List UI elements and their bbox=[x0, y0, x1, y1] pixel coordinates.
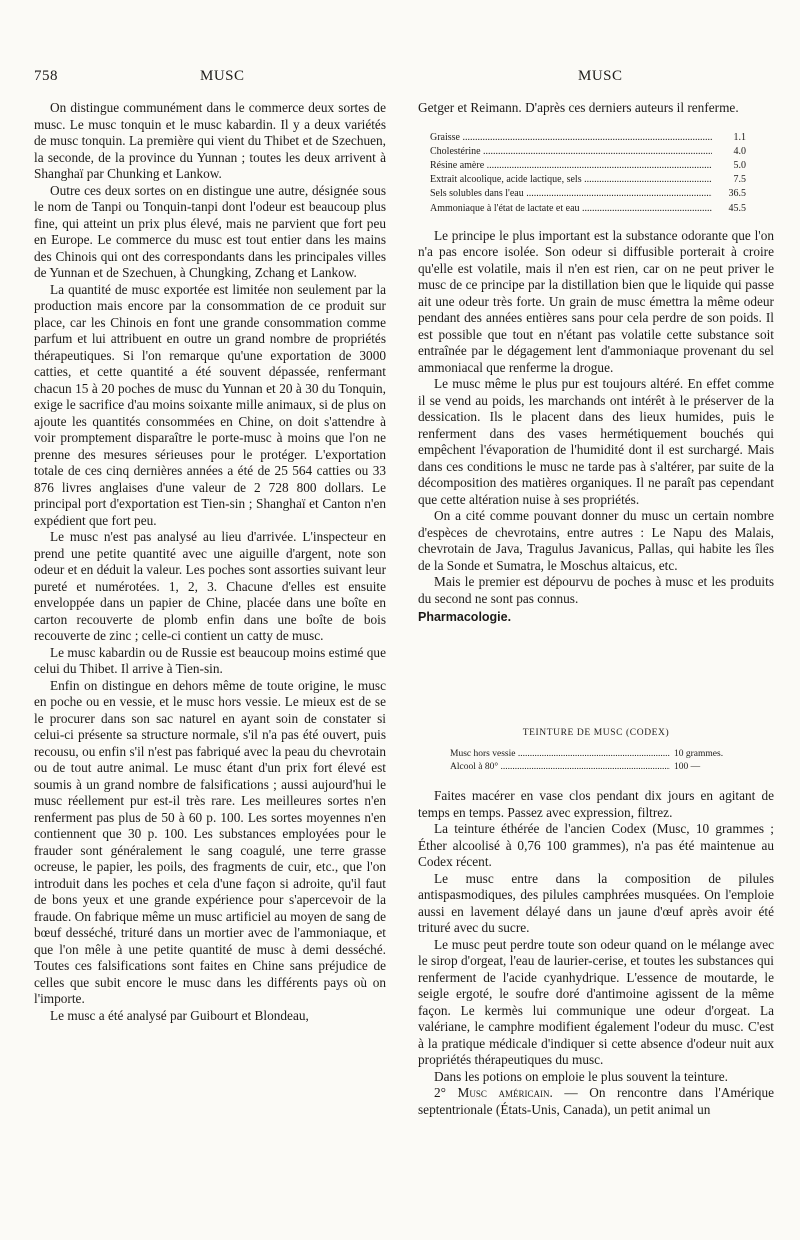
paragraph: La quantité de musc exportée est limitée non seulement par la production mais encore par la consommation de ce produit sur place, car les Chinois en font une grande consommation comme parfum et lui attribuent en outre un grand nombre de propriétés thérapeutiques. Si l'on remarque qu'une exportation de 3000 catties, et cette quantité a été souvent dépassée, renfermant chacun 15 à 20 poches de musc du Yunnan et 20 à 30 du Tonquin, exige le sacrifice d'au moins soixante mille animaux, si de plus on ajoute les quantités consommées en Chine, on doit s'attendre à voir promptement disparaître le porte-musc à moins que l'on ne prenne des mesures sérieuses pour le protéger. L'exportation totale de ces cinq dernières années a été de 25 564 catties ou 33 876 livres anglaises d'une valeur de 2 728 800 dollars. Le principal port d'exportation est Tien-sin ; Shanghaï et Canton n'en expédient que fort peu. bbox=[34, 281, 386, 528]
paragraph: Le musc entre dans la composition de pilules antispasmodiques, des pilules camphrées musquées. On l'emploie aussi en lavement délayé dans un jaune d'œuf après avoir été trituré avec du sucre. bbox=[418, 870, 774, 935]
composition-table bbox=[430, 131, 746, 216]
item-text: — On rencontre dans l'Amérique septentrionale (États-Unis, Canada), un petit animal un bbox=[418, 1085, 774, 1117]
composition-value: 4.0 bbox=[712, 145, 746, 159]
composition-row bbox=[430, 173, 746, 187]
recipe-ingredient: Alcool à 80° ..... bbox=[450, 761, 670, 774]
composition-row bbox=[430, 145, 746, 159]
paragraph: On distingue communément dans le commerce deux sortes de musc. Le musc tonquin et le musc kabardin. Il y a deux variétés de musc tonquin. La première qui vient du Thibet et de Szechuen, la seconde, de la province du Yunnan ; toutes les deux arrivent à Shanghaï par Chunking et Lankow. bbox=[34, 100, 386, 181]
paragraph: Dans les potions on emploie le plus souvent la teinture. bbox=[434, 1068, 728, 1084]
composition-value: 7.5 bbox=[712, 173, 746, 187]
item-heading: Musc américain. bbox=[457, 1085, 553, 1100]
final-paragraph bbox=[418, 1085, 774, 1118]
recipe-quantity: 100 — bbox=[674, 762, 701, 772]
section-heading: Pharmacologie. bbox=[418, 610, 512, 625]
composition-value: 5.0 bbox=[712, 159, 746, 173]
paragraph: Mais le premier est dépourvu de poches à musc et les produits du second ne sont pas connus. bbox=[418, 574, 774, 606]
composition-row bbox=[430, 202, 746, 216]
running-title-right: MUSC bbox=[578, 68, 623, 84]
composition-label: Cholestérine ..... bbox=[430, 145, 712, 159]
paragraph: Le musc même le plus pur est toujours altéré. En effet comme il se vend au poids, les marchands ont intérêt à le préserver de la dessication. Ils le placent dans des lieux humides, puis le renferment dans des vases hermétiquement bouchés qui empêchent l'évaporation de l'humidité dont il est surchargé. Mais dans ces conditions le musc ne tarde pas à s'altérer, par suite de la décomposition des matières organiques. Il ne paraît pas cependant que cette altération nuise à ses propriétés. bbox=[418, 376, 774, 507]
page-number: 758 bbox=[34, 68, 58, 84]
paragraph: On a cité comme pouvant donner du musc un certain nombre d'espèces de chevrotains, entre autres : Le Napu des Malais, chevrotain de Java, Tragulus Javanicus, Pallas, qui habite les îles de la Sonde et Sumatra, le Moschus altaicus, etc. bbox=[418, 508, 774, 573]
composition-label: Graisse ..... bbox=[430, 131, 712, 145]
composition-row bbox=[430, 131, 746, 145]
composition-label: Sels solubles dans l'eau ..... bbox=[430, 187, 712, 201]
composition-label: Résine amère ..... bbox=[430, 159, 712, 173]
item-number: 2° bbox=[434, 1085, 446, 1100]
page-header bbox=[0, 68, 800, 92]
paragraph: La teinture éthérée de l'ancien Codex (Musc, 10 grammes ; Éther alcoolisé à 0,76 100 grammes), n'a pas été maintenue au Codex récent. bbox=[418, 821, 774, 869]
paragraph: Outre ces deux sortes on en distingue une autre, désignée sous le nom de Tanpi ou Tonquin-tanpi dont l'odeur est beaucoup plus fine, qui atteint un prix plus élevé, mais ne parvient que fort peu en Europe. Le commerce du musc est tout entier dans les mains des Chinois qui ont des correspondants dans les principales villes de Yunnan et de Szechuen, à Chungking, Zchang et Lankow. bbox=[34, 182, 386, 280]
composition-value: 45.5 bbox=[712, 202, 746, 216]
composition-value: 1.1 bbox=[712, 131, 746, 145]
paragraph: Faites macérer en vase clos pendant dix jours en agitant de temps en temps. Passez avec expression, filtrez. bbox=[418, 788, 774, 820]
right-column-top bbox=[418, 100, 774, 626]
composition-row bbox=[430, 187, 746, 201]
left-column bbox=[34, 100, 386, 1024]
composition-label: Ammoniaque à l'état de lactate et eau ..... bbox=[430, 202, 712, 216]
composition-value: 36.5 bbox=[712, 187, 746, 201]
paragraph: Le musc peut perdre toute son odeur quand on le mélange avec le sirop d'orgeat, l'eau de laurier-cerise, et toutes les substances qui renferment de l'acide cyanhydrique. L'essence de moutarde, le seigle ergoté, le soufre doré d'antimoine agissent de la même façon. Le kermès lui communique une odeur d'orgeat. La valériane, le camphre modifient également l'odeur du musc. C'est à la pratique médicale d'indiquer si cette absence d'odeur nuit aux propriétés thérapeutiques du musc. bbox=[418, 936, 774, 1067]
recipe-title: TEINTURE DE MUSC (CODEX) bbox=[522, 728, 670, 738]
paragraph: Le musc a été analysé par Guibourt et Blondeau, bbox=[50, 1007, 309, 1023]
recipe-ingredient: Musc hors vessie ..... bbox=[450, 748, 670, 761]
paragraph: Le principe le plus important est la substance odorante que l'on n'a pas encore isolée. Son odeur si diffusible porterait à croire qu'elle est volatile, mais il n'en est rien, car on ne peut priver le musc de ce principe par la distillation bien que le liquide qui passe ait une odeur très forte. Un grain de musc émettra la même odeur pendant des années entières sans pour cela perdre de son poids. Il est possible que tout en n'étant pas volatile cette substance soit entraînée par le dégagement lent d'ammoniaque provenant du sel ammoniacal que renferme la drogue. bbox=[418, 227, 774, 375]
paragraph: Getger et Reimann. D'après ces derniers auteurs il renferme. bbox=[418, 100, 739, 115]
paragraph: Le musc kabardin ou de Russie est beaucoup moins estimé que celui du Thibet. Il arrive à Tien-sin. bbox=[34, 644, 386, 676]
tincture-recipe bbox=[418, 728, 774, 774]
composition-row bbox=[430, 159, 746, 173]
right-column-bottom bbox=[418, 788, 774, 1118]
paragraph: Enfin on distingue en dehors même de toute origine, le musc en poche ou en vessie, et le musc hors vessie. Le mieux est de se le procurer dans son sac naturel en ayant soin de constater si celui-ci présente sa structure normale, s'il n'a pas été ouvert, puis recousu, ou enfin s'il n'est pas fabriqué avec la peau du chevrotain ou de tout autre animal. Le musc étant d'un prix fort élevé est soumis à un grand nombre de falsifications ; aussi aujourd'hui le musc réellement pur est-il très rare. Les meilleures sortes n'en renferment pas plus de 50 à 60 p. 100. Les sortes moyennes n'en contiennent que 30 p. 100. Les substances employées pour le frauder sont généralement le sang coagulé, une terre grasse ocreuse, le papier, les poils, des fragments de cuir, etc., que l'on introduit dans les poches et cela d'une façon si adroite, qu'il faut de bons yeux et une grande expérience pour s'apercevoir de la fraude. On fabrique même un musc artificiel au moyen de sang de bœuf desséché, trituré dans un mortier avec de l'ammoniaque, et que l'on mêle à une petite quantité de musc à demi desséché. Toutes ces falsifications sont faites en Chine sans préjudice de celles que subit encore le musc dans les différents pays où on l'importe. bbox=[34, 677, 386, 1006]
running-title-left: MUSC bbox=[200, 68, 245, 84]
recipe-row bbox=[450, 748, 774, 761]
composition-label: Extrait alcoolique, acide lactique, sels ..... bbox=[430, 173, 712, 187]
paragraph: Le musc n'est pas analysé au lieu d'arrivée. L'inspecteur en prend une petite quantité avec une aiguille d'argent, note son odeur et en déduit la valeur. Les poches sont assorties suivant leur pureté et numérotées. 1, 2, 3. Chacune d'elles est ensuite enveloppée dans un papier de Chine, placée dans une boîte en carton recouverte de plomb enfin dans une boîte de bois recouverte de zinc ; celle-ci contient un catty de musc. bbox=[34, 529, 386, 643]
recipe-quantity: 10 grammes. bbox=[674, 749, 724, 759]
recipe-row bbox=[450, 761, 774, 774]
